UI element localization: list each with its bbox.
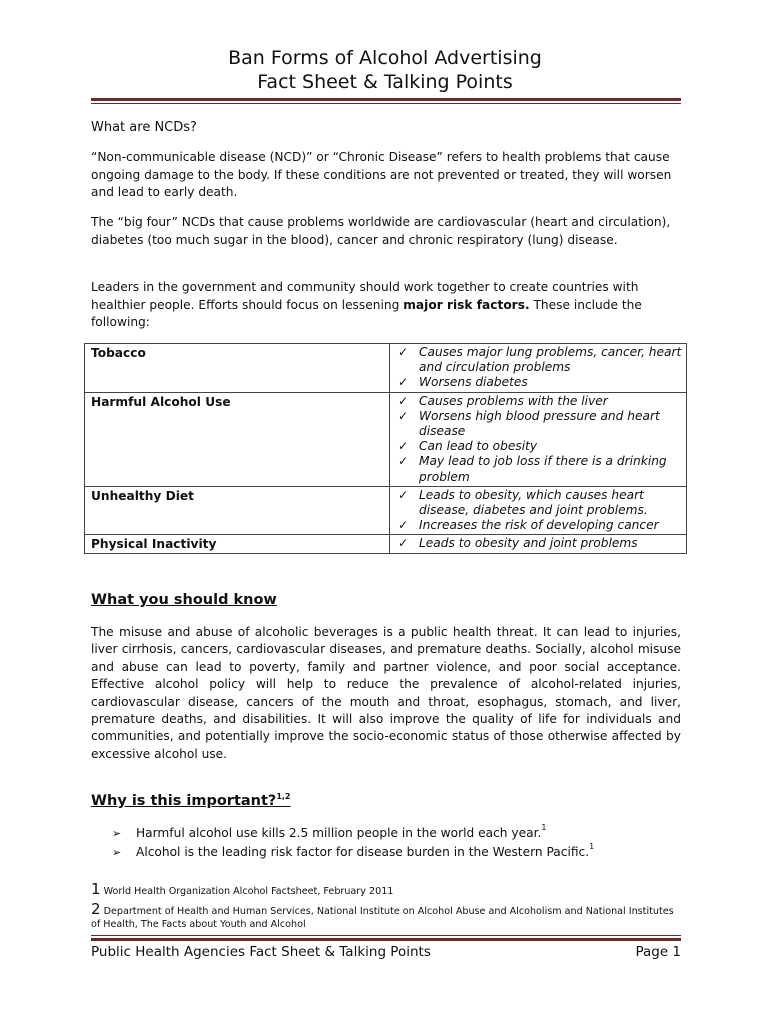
effect-text: Worsens diabetes xyxy=(419,375,528,390)
footnote-number: 1 xyxy=(91,880,101,898)
know-heading: What you should know xyxy=(91,592,277,608)
effects-list xyxy=(398,536,682,551)
page-title: Ban Forms of Alcohol Advertising xyxy=(228,47,542,69)
effects-list xyxy=(398,394,682,485)
risk-effects-cell xyxy=(390,486,687,535)
important-heading xyxy=(91,793,291,809)
effect-text: Worsens high blood pressure and heart disease xyxy=(419,408,660,439)
big-four-paragraph: The “big four” NCDs that cause problems worldwide are cardiovascular (heart and circulation), diabetes (too much sugar in the blood), cancer and chronic respiratory (lung) disease. xyxy=(91,215,671,247)
header-rule-thin xyxy=(91,103,681,104)
table-row xyxy=(85,392,687,486)
checkmark-icon: ✓ xyxy=(398,375,409,390)
checkmark-icon: ✓ xyxy=(398,536,409,551)
effect-text: Leads to obesity and joint problems xyxy=(419,536,638,551)
table-row xyxy=(85,486,687,535)
important-heading-refs: 1,2 xyxy=(276,792,291,801)
importance-list xyxy=(112,824,594,862)
effect-text: Causes problems with the liver xyxy=(419,393,608,408)
footer-title: Public Health Agencies Fact Sheet & Talking Points xyxy=(91,944,431,960)
footer-rule-thick xyxy=(91,938,681,941)
page-subtitle: Fact Sheet & Talking Points xyxy=(257,71,513,93)
list-item xyxy=(398,536,682,551)
risk-effects-cell xyxy=(390,535,687,554)
effects-list xyxy=(398,488,682,534)
effect-text: Leads to obesity, which causes heart disease, diabetes and joint problems. xyxy=(419,487,648,518)
footnote-number: 2 xyxy=(91,900,101,918)
page-number: Page 1 xyxy=(635,944,681,960)
effect-text: Can lead to obesity xyxy=(419,439,538,454)
important-heading-text: Why is this important? xyxy=(91,793,277,809)
ncd-definition-paragraph: “Non-communicable disease (NCD)” or “Chronic Disease” refers to health problems that cause ongoing damage to the body. If these conditions are not prevented or treated, they will worsen and lead to early death. xyxy=(91,150,672,199)
risk-factor-name: Unhealthy Diet xyxy=(85,486,390,535)
page-footer xyxy=(91,944,681,960)
checkmark-icon: ✓ xyxy=(398,487,409,502)
footnote-2 xyxy=(91,900,681,931)
risk-factor-name: Harmful Alcohol Use xyxy=(85,392,390,486)
footnote-ref: 1 xyxy=(541,823,547,832)
arrow-bullet-icon: ➢ xyxy=(112,827,122,840)
effects-list xyxy=(398,345,682,391)
list-item xyxy=(398,439,682,454)
list-item xyxy=(398,454,682,484)
effect-text: Causes major lung problems, cancer, heart and circulation problems xyxy=(419,345,682,375)
risk-effects-cell xyxy=(390,392,687,486)
risk-outro-text: These include the following: xyxy=(91,297,642,329)
effect-text: Increases the risk of developing cancer xyxy=(419,518,659,533)
checkmark-icon: ✓ xyxy=(398,408,409,423)
importance-text: Alcohol is the leading risk factor for disease burden in the Western Pacific. xyxy=(136,845,590,859)
checkmark-icon: ✓ xyxy=(398,454,409,469)
list-item xyxy=(112,824,594,843)
ncd-question: What are NCDs? xyxy=(91,120,197,135)
header-rule-thick xyxy=(91,98,681,101)
arrow-bullet-icon: ➢ xyxy=(112,846,122,859)
risk-emphasis: major risk factors. xyxy=(403,297,530,312)
checkmark-icon: ✓ xyxy=(398,393,409,408)
list-item xyxy=(398,488,682,518)
footnote-1 xyxy=(91,880,681,898)
footnote-text: Department of Health and Human Services, National Institute on Alcohol Abuse and Alcoholism and National Institutes of Health, The Facts about Youth and Alcohol xyxy=(91,906,674,930)
checkmark-icon: ✓ xyxy=(398,345,409,359)
table-row xyxy=(85,344,687,393)
list-item xyxy=(398,409,682,439)
list-item xyxy=(112,843,594,862)
risk-factor-name: Physical Inactivity xyxy=(85,535,390,554)
table-row xyxy=(85,535,687,554)
checkmark-icon: ✓ xyxy=(398,518,409,533)
effect-text: May lead to job loss if there is a drinking problem xyxy=(419,454,667,484)
risk-factor-table xyxy=(84,343,687,554)
risk-factors-paragraph xyxy=(91,279,681,332)
risk-intro-text: Leaders in the government and community should work together to create countries with healthier people. Efforts should focus on lessening xyxy=(91,280,639,312)
list-item xyxy=(398,518,682,533)
footer-rule-thin xyxy=(91,935,681,936)
checkmark-icon: ✓ xyxy=(398,439,409,454)
know-paragraph: The misuse and abuse of alcoholic beverages is a public health threat. It can lead to injuries, liver cirrhosis, cancers, cardiovascular diseases, and premature deaths. Socially, alcohol misuse and abuse can lead to poverty, family and partner violence, and poor social acceptance. Effective alcohol policy will help to reduce the prevalence of alcohol-related injuries, cardiovascular disease, cancers of the mouth and throat, esophagus, stomach, and liver, premature deaths, and disabilities. It will also improve the quality of life for individuals and communities, and potentially improve the socio-economic status of those otherwise affected by excessive alcohol use. xyxy=(91,625,681,761)
footnote-ref: 1 xyxy=(589,842,595,851)
list-item xyxy=(398,345,682,375)
list-item xyxy=(398,375,682,390)
list-item xyxy=(398,394,682,409)
footnote-text: World Health Organization Alcohol Factsheet, February 2011 xyxy=(103,886,394,897)
importance-text: Harmful alcohol use kills 2.5 million people in the world each year. xyxy=(136,826,542,840)
risk-effects-cell xyxy=(390,344,687,393)
risk-factor-name: Tobacco xyxy=(85,344,390,393)
